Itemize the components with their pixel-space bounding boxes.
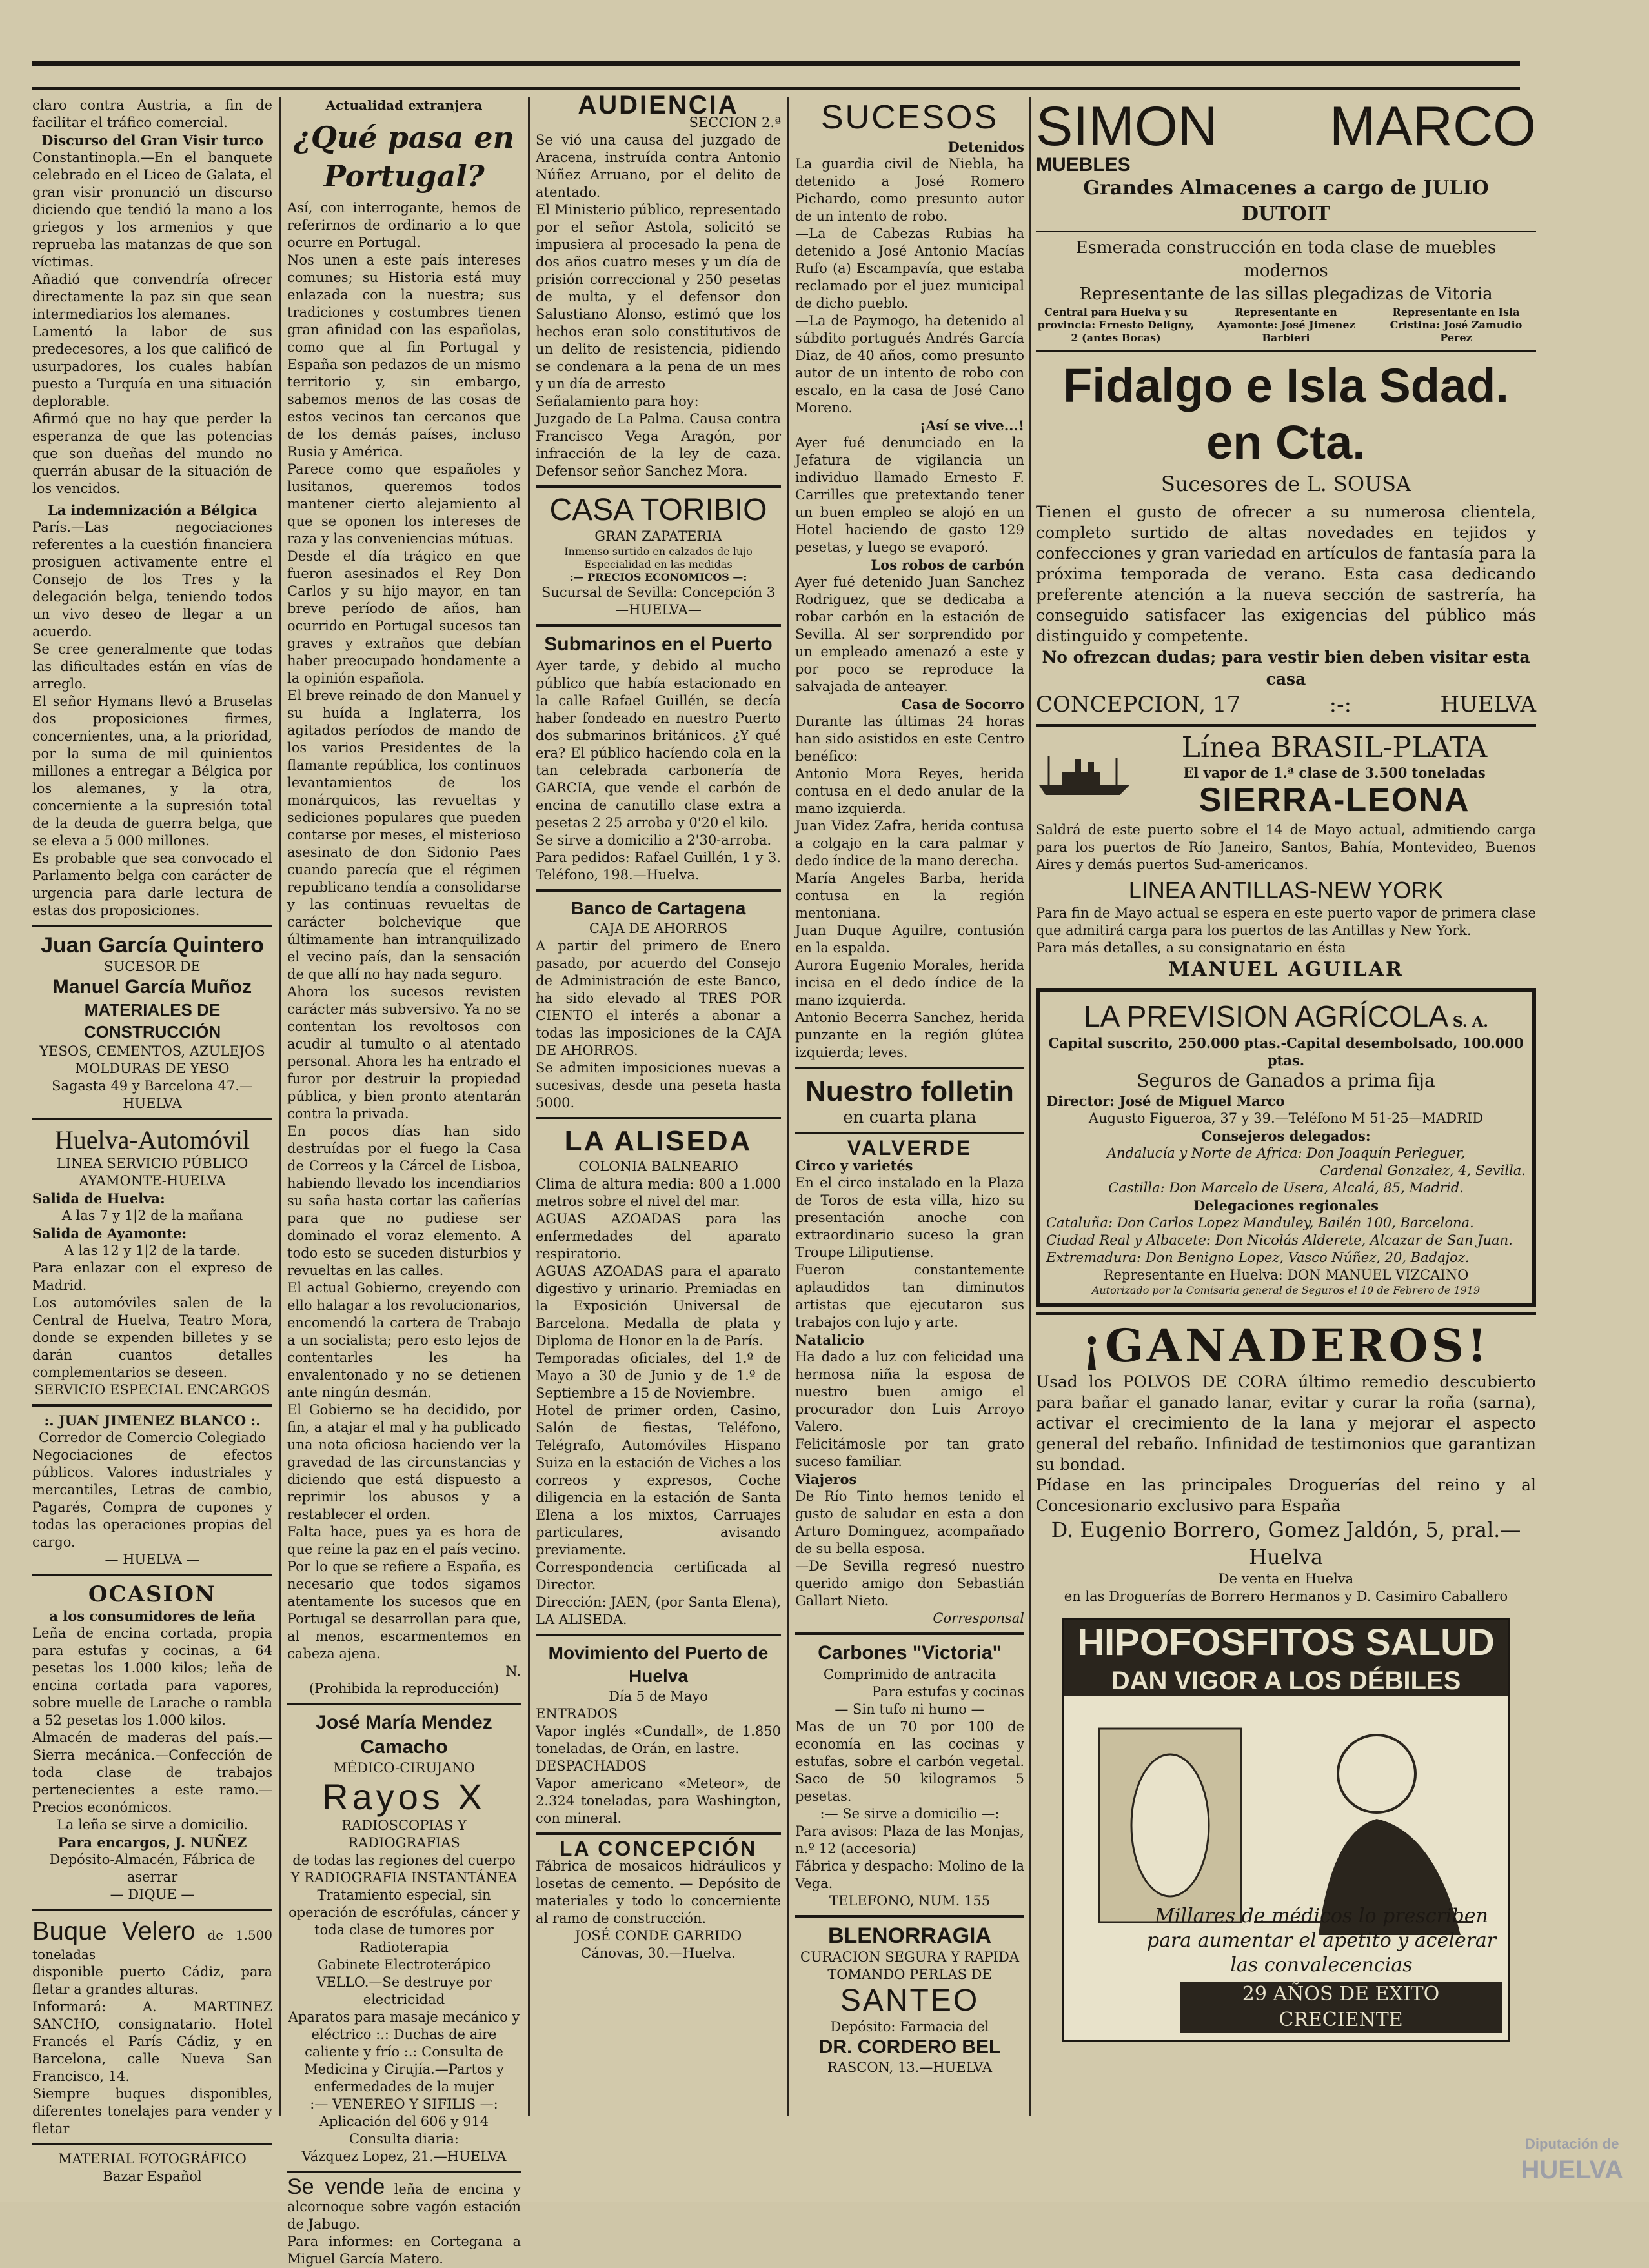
article-text: Desde el día trágico en que fueron asesinados el Rey Don Carlos y su hijo mayor, en tan breve período de años, han ocurrido en Portugal sucesos tan graves y extraños que debían haber preocupado hondamente a la opinión española. bbox=[287, 548, 521, 686]
column-4 bbox=[795, 97, 1024, 2105]
ad-text: Hotel de primer orden, Casino, Salón de fiestas, Teléfono, Telégrafo, Automóviles Hispano Suiza en la estación de Viches a los correos y expresos, Coche diligencia en la estación de Santa Elena a los mixtos, Carruajes particulares, avisando previamente. bbox=[536, 1403, 781, 1558]
ad-text: MOLDURAS DE YESO bbox=[75, 1061, 230, 1076]
section-title: Viajeros bbox=[795, 1471, 857, 1487]
ad-text: Extremadura: Don Benigno Lopez, Vasco Núñez, 20, Badajoz. bbox=[1046, 1250, 1470, 1265]
ad-text: Temporadas oficiales, del 1.º de Mayo a 30 de Junio y de 1.º de Septiembre a 15 de Noviembre. bbox=[536, 1350, 781, 1401]
ad-address: Vázquez Lopez, 21.—HUELVA bbox=[301, 2149, 507, 2164]
ad-text: Negociaciones de efectos públicos. Valores industriales y mercantiles, Letras de cambio, Pagarés, Compra de cupones y todas las operaciones propias del cargo. bbox=[32, 1447, 272, 1550]
ad-fidalgo bbox=[1036, 357, 1536, 719]
column-divider bbox=[279, 97, 281, 2116]
top-rule-2 bbox=[32, 87, 1520, 90]
ad-text: S. A. bbox=[1452, 1014, 1488, 1030]
ad-title: José María Mendez Camacho bbox=[316, 1712, 492, 1758]
article-text: Falta hace, pues ya es hora de que reine la paz en el país vecino. bbox=[287, 1524, 521, 1557]
article-text: María Angeles Barba, herida contusa en la región mentoniana. bbox=[795, 870, 1024, 921]
ad-address: Sagasta 49 y Barcelona 47.—HUELVA bbox=[52, 1078, 253, 1111]
ad-text: MANUEL AGUILAR bbox=[1168, 958, 1404, 981]
article-text: Se cree generalmente que todas las dificultades están en vías de arreglo. bbox=[32, 641, 272, 692]
article-note: (Prohibida la reproducción) bbox=[309, 1681, 500, 1696]
ad-text: YESOS, CEMENTOS, AZULEJOS bbox=[39, 1043, 265, 1059]
article-text: Por lo que se refiere a España, es necesario que todos sigamos atentamente los sucesos que en Portugal se desarrollan para que, al menos, escarmentemos en cabeza ajena. bbox=[287, 1559, 521, 1661]
ad-huelva-automovil bbox=[32, 1125, 272, 1399]
column-divider bbox=[787, 97, 789, 2116]
ad-text: Para más detalles, a su consignatario en ésta bbox=[1036, 940, 1346, 956]
article-signature: N. bbox=[505, 1663, 521, 1679]
top-rule bbox=[32, 61, 1520, 66]
ad-text: Depósito: Farmacia del bbox=[830, 2019, 989, 2034]
ad-text: Correspondencia certificada al Director. bbox=[536, 1560, 781, 1592]
column-1 bbox=[32, 97, 272, 2184]
ad-title: HIPOFOSFITOS SALUD bbox=[1077, 1621, 1495, 1663]
article-text: El actual Gobierno, creyendo con ello halagar a los revolucionarios, encomendó la cartera de Trabajo a un socialista; pero esto lejos de contentarles les ha envalentonado y no se detienen ante ningún desmán. bbox=[287, 1280, 521, 1400]
ad-quintero bbox=[32, 932, 272, 1112]
ad-text: Autorizado por la Comisaria general de Seguros el 10 de Febrero de 1919 bbox=[1091, 1284, 1481, 1296]
section-headline: Nuestro folletin bbox=[805, 1076, 1014, 1107]
ad-text: DR. CORDERO BEL bbox=[818, 2036, 1001, 2058]
ad-text: :-: bbox=[1329, 692, 1352, 718]
ad-text: Salida de Huelva: bbox=[32, 1190, 165, 1207]
article-text: Ha dado a luz con felicidad una hermosa niña la esposa de nuestro buen amigo el procurador don Luis Arroyo Valero. bbox=[795, 1349, 1024, 1434]
ad-title: Juan García Quintero bbox=[41, 933, 264, 958]
ad-text: Saldrá de este puerto sobre el 14 de Mayo actual, admitiendo carga para los puertos de Río Janeiro, Santos, Bahía, Montevideo, Buenos Aires y demás puertos Sud-americanos. bbox=[1036, 822, 1536, 872]
ad-casa-toribio bbox=[536, 493, 781, 619]
steamship-icon bbox=[1036, 753, 1133, 798]
ad-title: MATERIAL FOTOGRÁFICO bbox=[58, 2151, 247, 2167]
ad-text: La leña se sirve a domicilio. bbox=[56, 1817, 248, 1832]
ad-text: Cataluña: Don Carlos Lopez Manduley, Bailén 100, Barcelona. bbox=[1046, 1215, 1474, 1230]
ad-text: Millares de médicos lo prescriben para aumentar el apetito y acelerar las convalecencias bbox=[1146, 1905, 1497, 1976]
ad-mendez-camacho bbox=[287, 1711, 521, 2165]
article-text: Felicitámosle por tan grato suceso familiar. bbox=[795, 1436, 1024, 1469]
ad-simon-marco bbox=[1036, 97, 1536, 345]
section-subtitle: SECCION 2.ª bbox=[689, 115, 781, 130]
ad-text: Capital suscrito, 250.000 ptas.-Capital desembolsado, 100.000 ptas. bbox=[1048, 1035, 1524, 1069]
section-subtitle: Día 5 de Mayo bbox=[609, 1689, 708, 1704]
ad-text: Los automóviles salen de la Central de Huelva, Teatro Mora, donde se expenden billetes y se darán cuantos detalles complementarios se deseen. bbox=[32, 1295, 272, 1380]
ad-text: AGUAS AZOADAS para el aparato digestivo y urinario. Premiadas en la Exposición Universal de Barcelona. Medalla de plata y Diploma de Honor en la de París. bbox=[536, 1263, 781, 1349]
ad-address: RASCON, 13.—HUELVA bbox=[827, 2060, 993, 2075]
ad-text: Informará: A. MARTINEZ SANCHO, consignatario. Hotel Francés el París Cádiz, y en Barcelona, calle Nueva San Francisco, 14. bbox=[32, 1999, 272, 2084]
ad-text: Castilla: Don Marcelo de Usera, Alcalá, 85, Madrid. bbox=[1108, 1180, 1464, 1196]
ad-text: Salida de Ayamonte: bbox=[32, 1225, 187, 1241]
ad-text: 29 AÑOS DE EXITO CRECIENTE bbox=[1180, 1982, 1502, 2033]
ad-jimenez-blanco bbox=[32, 1412, 272, 1569]
ad-text: VELLO.—Se destruye por electricidad bbox=[316, 1974, 492, 2007]
article-text: Ayer tarde, y debido al mucho público que había estacionado en la calle Rafael Guillén, se decía haber fondeado en nuestro Puerto dos submarinos británicos. ¿Y qué era? El público hacíendo cola en la tan celebrada carbonería de GARCIA, que vende el carbón de encina de canutillo clase extra a pesetas 2 25 arroba y 0'20 el kilo. bbox=[536, 658, 781, 830]
ad-text: MÉDICO-CIRUJANO bbox=[333, 1760, 475, 1776]
ad-text: de 1.500 toneladas bbox=[32, 1927, 272, 1962]
article-text: Nos unen a este país intereses comunes; su Historia está muy enlazada con la nuestra; sus tradiciones y costumbres tienen gran afinidad con las españolas, como que al fin Portugal y España son pedazos de un mismo territorio y, sin embargo, sabemos menos de las cosas de estos vecinos tan cercanos que de los demás países, incluso Rusia y América. bbox=[287, 252, 521, 459]
ad-text: :— VENEREO Y SIFILIS —: bbox=[310, 2096, 498, 2112]
ad-text: Clima de altura media: 800 a 1.000 metros sobre el nivel del mar. bbox=[536, 1176, 781, 1209]
article-text: Afirmó que no hay que perder la esperanza de que las potencias que son dueñas del mundo no querrán abusar de la situación de los vencidos. bbox=[32, 411, 272, 496]
ad-headline: SANTEO bbox=[840, 1983, 980, 2018]
section-headline: AUDIENCIA bbox=[578, 91, 739, 119]
ad-text: Comprimido de antracita bbox=[823, 1667, 996, 1682]
ad-address: HUELVA bbox=[1440, 692, 1536, 718]
ad-text: Para informes: en Cortegana a Miguel García Matero. bbox=[287, 2234, 521, 2267]
article-text: Se sirve a domicilio a 2'30-arroba. bbox=[536, 832, 772, 848]
ad-text: Andalucía y Norte de Africa: Don Joaquín Perleguer, bbox=[1106, 1145, 1466, 1161]
ad-address: Augusto Figueroa, 37 y 39.—Teléfono M 51-25—MADRID bbox=[1088, 1110, 1484, 1126]
article-text: Antonio Becerra Sanchez, herida punzante en la región glútea izquierda; leves. bbox=[795, 1010, 1024, 1060]
ad-text: — HUELVA — bbox=[105, 1552, 200, 1567]
ad-text: Siempre buques disponibles, diferentes tonelajes para vender y fletar bbox=[32, 2086, 272, 2136]
article-text: En pocos días han sido destruídas por el fuego la Casa de Correos y la Cárcel de Lisboa, habiendo llevado los incendiarios su saña hasta cortar las cañerías para que no pudiese ser dominado el voraz elemento. A todo esto se suceden disturbios y revueltas en las calles. bbox=[287, 1123, 521, 1278]
section-title: La indemnización a Bélgica bbox=[47, 502, 258, 518]
ad-text: Aplicación del 606 y 914 bbox=[319, 2114, 489, 2129]
ad-text: Inmenso surtido en calzados de lujo bbox=[564, 545, 753, 557]
ad-text: Corredor de Comercio Colegiado bbox=[38, 1430, 267, 1445]
article-text: Constantinopla.—En el banquete celebrado en el Liceo de Galata, el gran visir pronunció un discurso diciendo que tendió la mano a los griegos y los armenios y que reprueba las matanzas de que son víctimas. bbox=[32, 150, 272, 270]
ad-text: Para encargos, J. NUÑEZ bbox=[57, 1834, 247, 1851]
ad-text: A las 7 y 1|2 de la mañana bbox=[61, 1208, 243, 1223]
ad-subtitle: CAJA DE AHORROS bbox=[589, 921, 728, 936]
ad-subtitle: COLONIA BALNEARIO bbox=[578, 1159, 738, 1174]
ad-title: BLENORRAGIA bbox=[827, 1923, 992, 1948]
ad-title: LA ALISEDA bbox=[564, 1125, 753, 1157]
column-divider bbox=[528, 97, 530, 2116]
ad-text: De venta en Huelva bbox=[1218, 1571, 1354, 1587]
ad-subtitle: a los consumidores de leña bbox=[49, 1608, 256, 1624]
ad-text: Depósito-Almacén, Fábrica de aserrar bbox=[49, 1852, 256, 1885]
ad-text: Almacén de maderas del país.—Sierra mecánica.—Confección de toda clase de trabajos pertenecientes a este ramo.—Precios económicos. bbox=[32, 1730, 272, 1815]
ad-text: :— Se sirve a domicilio —: bbox=[820, 1806, 1000, 1821]
section-title: Circo y varietés bbox=[795, 1158, 913, 1174]
ad-address: D. Eugenio Borrero, Gomez Jaldón, 5, pral.—Huelva bbox=[1051, 1518, 1521, 1569]
article-text: Durante las últimas 24 horas han sido asistidos en este Centro benéfico: bbox=[795, 714, 1024, 764]
column-5 bbox=[1036, 97, 1536, 2105]
article-text: La guardia civil de Niebla, ha detenido a José Romero Pichardo, como presunto autor de un intento de robo. bbox=[795, 156, 1024, 224]
article-text: Ayer fué denunciado en la Jefatura de vigilancia un individuo llamado Ernesto F. Carrilles que pretextando tener un buen empleo se alojó en un Hotel haciendo de gasto 129 pesetas, y luego se evaporó. bbox=[795, 435, 1024, 555]
ad-text: Para avisos: Plaza de las Monjas, n.º 12 (accesoria) bbox=[795, 1823, 1024, 1856]
article-text: —De Sevilla regresó nuestro querido amigo don Sebastián Gallart Nieto. bbox=[795, 1558, 1024, 1609]
section-title: Casa de Socorro bbox=[901, 696, 1024, 712]
section-title: ¡Así se vive...! bbox=[919, 417, 1024, 434]
ad-address: Cánovas, 30.—Huelva. bbox=[581, 1945, 736, 1961]
ad-text: :— PRECIOS ECONOMICOS —: bbox=[569, 571, 747, 583]
article-text: Lamentó la labor de sus predecesores, a los que calificó de usurpadores, los cuales habían puesto a Turquía en una situación deplorable. bbox=[32, 324, 272, 409]
ad-text: Se admiten imposiciones nuevas a sucesivas, desde una peseta hasta 5000. bbox=[536, 1060, 781, 1110]
ad-headline: Rayos X bbox=[322, 1776, 486, 1817]
ad-text: Tienen el gusto de ofrecer a su numerosa clientela, completo surtido de altas novedades en tejidos y confecciones y gran variedad en artículos de fantasía para la próxima temporada de verano. Esta casa dedicando preferente atención a la nueva sección de sastrería, ha conseguido satisfacer las exigencias del público más distinguido y competente. bbox=[1036, 503, 1536, 645]
ad-text: SERVICIO ESPECIAL ENCARGOS bbox=[34, 1382, 270, 1398]
section-headline: SUCESOS bbox=[820, 99, 999, 136]
article-text: Así, con interrogante, hemos de referirnos de ordinario a lo que ocurre en Portugal. bbox=[287, 200, 521, 250]
ad-text: Pídase en las principales Droguerías del reino y al Concesionario exclusivo para España bbox=[1036, 1476, 1536, 1515]
ad-ganaderos bbox=[1036, 1320, 1536, 1605]
ad-buque-velero bbox=[32, 1916, 272, 2138]
ad-text: —HUELVA— bbox=[615, 602, 702, 617]
ad-hipofosfitos bbox=[1062, 1618, 1510, 2042]
section-subtitle: en cuarta plana bbox=[843, 1108, 976, 1127]
ad-text: Grandes Almacenes a cargo de JULIO DUTOIT bbox=[1083, 177, 1489, 225]
ad-text: Gabinete Electroterápico bbox=[317, 1957, 491, 1972]
ad-text: Cardenal Gonzalez, 4, Sevilla. bbox=[1320, 1163, 1526, 1178]
article-signature: Corresponsal bbox=[933, 1611, 1024, 1626]
ad-text: Fábrica de mosaicos hidráulicos y losetas de cemento. — Depósito de materiales y todo lo concerniente al ramo de construcción. bbox=[536, 1858, 781, 1926]
ad-text: AGUAS AZOADAS para las enfermedades del aparato respiratorio. bbox=[536, 1211, 781, 1261]
article-text: En el circo instalado en la Plaza de Toros de esta villa, hizo su presentación anoche con extraordinario suceso la gran Troupe Liliputiense. bbox=[795, 1175, 1024, 1260]
ad-text: Aparatos para masaje mecánico y eléctrico :.: Duchas de aire caliente y frío :.: Consulta de Medicina y Cirujía.—Partos y enfermedades de la mujer bbox=[288, 2009, 520, 2094]
article-headline: ¿Qué pasa en Portugal? bbox=[293, 120, 515, 194]
article-text: Parece como que españoles y lusitanos, queremos todos mantener cierto alejamiento al que se oponen los intereses de raza y las conveniencias mútuas. bbox=[287, 461, 521, 547]
ad-text: Representante en Ayamonte: José Jimenez Barbieri bbox=[1217, 306, 1355, 344]
ad-text: SUCESOR DE bbox=[104, 959, 201, 974]
ad-text: Central para Huelva y su provincia: Ernesto Deligny, 2 (antes Bocas) bbox=[1037, 306, 1195, 344]
ad-text: Consejeros delegados: bbox=[1201, 1128, 1371, 1144]
article-text: Se vió una causa del juzgado de Aracena, instruída contra Antonio Núñez Arruano, por el delito de atentado. bbox=[536, 132, 781, 200]
article-kicker: Actualidad extranjera bbox=[325, 97, 483, 113]
library-stamp bbox=[1521, 2131, 1623, 2183]
ad-text: Director: José de Miguel Marco bbox=[1046, 1093, 1285, 1109]
article-text: De Río Tinto hemos tenido el gusto de saludar en esta a don Arturo Dominguez, acompañado de su bella esposa. bbox=[795, 1489, 1024, 1556]
article-headline: Submarinos en el Puerto bbox=[544, 634, 773, 655]
article-text: Fueron constantemente aplaudidos tan diminutos artistas que ejecutaron sus trabajos con lujo y arte. bbox=[795, 1262, 1024, 1330]
column-divider bbox=[1029, 97, 1031, 2116]
article-text: —La de Cabezas Rubias ha detenido a José Antonio Macías Rufo (a) Escampavía, que estaba reclamado por el juez municipal de dicho pueblo. bbox=[795, 226, 1024, 311]
ad-text: Para enlazar con el expreso de Madrid. bbox=[32, 1260, 272, 1293]
ad-title: Fidalgo e Isla Sdad. en Cta. bbox=[1063, 359, 1509, 469]
ad-title: Carbones "Victoria" bbox=[818, 1642, 1002, 1663]
ad-subtitle: MATERIALES DE CONSTRUCCIÓN bbox=[83, 1000, 221, 1041]
ad-text: No ofrezcan dudas; para vestir bien deben visitar esta casa bbox=[1042, 648, 1530, 688]
ad-blenorragia bbox=[795, 1923, 1024, 2076]
article-text: El Gobierno se ha decidido, por fin, a atajar el mal y ha publicado una nota oficiosa haciendo ver la gravedad de las circunstancias y diciendo que está dispuesto a reprimir los abusos y a restablecer el orden. bbox=[287, 1402, 521, 1522]
ad-title: SIMON MARCO bbox=[1036, 95, 1536, 157]
ad-text: Para fin de Mayo actual se espera en este puerto vapor de primera clase que admitirá carga para los puertos de las Antillas y New York. bbox=[1036, 905, 1536, 938]
ad-text: A las 12 y 1|2 de la tarde. bbox=[64, 1243, 241, 1258]
ad-title: LA CONCEPCIÓN bbox=[559, 1837, 758, 1860]
ad-text: TELEFONO, NUM. 155 bbox=[829, 1893, 991, 1909]
column-2 bbox=[287, 97, 521, 2267]
ad-text: leña de encina y alcornoque sobre vagón estación de Jabugo. bbox=[287, 2182, 521, 2232]
ad-subtitle: DAN VIGOR A LOS DÉBILES bbox=[1111, 1667, 1461, 1695]
ad-text: Y RADIOGRAFIA INSTANTÁNEA bbox=[290, 1870, 518, 1885]
ad-text: TOMANDO PERLAS DE bbox=[827, 1967, 992, 1982]
ad-text: en las Droguerías de Borrero Hermanos y D. Casimiro Caballero bbox=[1064, 1589, 1508, 1604]
article-text: El breve reinado de don Manuel y su huída a Inglaterra, los agitados períodos de mando de los varios Presidentes de la flamante república, los continuos levantamientos de los monárquicos, las revueltas y sediciones populares que pueden contarse por meses, el misterioso asesinato de don Sidonio Paes cuando parecía que el régimen republicano tendía a consolidarse y las continuas revueltas de carácter bolchevique que últimamente han intranquilizado el vecino país, dan la sensación de que allí no hay nada seguro. bbox=[287, 688, 521, 982]
ad-text: El vapor de 1.ª clase de 3.500 toneladas bbox=[1183, 765, 1486, 781]
ad-title: OCASION bbox=[88, 1581, 217, 1607]
ad-subtitle: MUEBLES bbox=[1036, 154, 1131, 176]
ad-text: RADIOSCOPIAS Y RADIOGRAFIAS bbox=[341, 1818, 467, 1851]
article-text: ENTRADOS bbox=[536, 1706, 618, 1721]
stamp-text: Diputación de bbox=[1525, 2136, 1619, 2152]
ad-text: AYAMONTE-HUELVA bbox=[79, 1173, 226, 1189]
article-text: Antonio Mora Reyes, herida contusa en el dedo anular de la mano izquierda. bbox=[795, 766, 1024, 816]
ad-title: ¡GANADEROS! bbox=[1082, 1319, 1490, 1372]
ad-text: — Sin tufo ni humo — bbox=[835, 1701, 985, 1717]
illustration-doctor bbox=[1086, 1703, 1486, 1935]
ad-text: Delegaciones regionales bbox=[1193, 1198, 1379, 1214]
ad-text: Esmerada construcción en toda clase de muebles modernos bbox=[1075, 238, 1497, 281]
ad-text: CURACION SEGURA Y RAPIDA bbox=[800, 1949, 1020, 1965]
article-text: Señalamiento para hoy: bbox=[536, 394, 699, 409]
ad-subtitle: Manuel García Muñoz bbox=[52, 976, 252, 998]
ad-text: Ciudad Real y Albacete: Don Nicolás Alderete, Alcazar de San Juan. bbox=[1046, 1232, 1513, 1248]
ad-text: Representante en Isla Cristina: José Zamudio Perez bbox=[1390, 306, 1523, 344]
ad-title: CASA TORIBIO bbox=[549, 493, 767, 527]
article-text: El señor Hymans llevó a Bruselas dos proposiciones firmes, concernientes, una, a la prioridad, por la suma de mil quinientos millones a entregar a Bélgica por los alemanes, y la otra, concerniente a la supresión total de la deuda de guerra belga, que se eleva a 5 000 millones. bbox=[32, 694, 272, 848]
ad-text: Consulta diaria: bbox=[349, 2131, 459, 2147]
ad-title: Se vende bbox=[287, 2174, 385, 2199]
article-text: —La de Paymogo, ha detenido al súbdito portugués Andrés García Diaz, de 40 años, como presunto autor de un intento de robo con escalo, en la casa de José Cano Moreno. bbox=[795, 313, 1024, 416]
ad-linea-brasil bbox=[1036, 732, 1536, 983]
column-3 bbox=[536, 91, 781, 2105]
ad-text: Sucursal de Sevilla: Concepción 3 bbox=[541, 585, 776, 600]
ad-text: Bazar Español bbox=[103, 2169, 202, 2184]
section-headline: VALVERDE bbox=[847, 1136, 973, 1159]
article-text: París.—Las negociaciones referentes a la cuestión financiera prosiguen activamente entre el Consejo de los Tres y la delegación belga, teniendo todos un vivo deseo de llegar a un acuerdo. bbox=[32, 519, 272, 639]
ad-title: Huelva-Automóvil bbox=[54, 1125, 250, 1154]
article-text: Vapor inglés «Cundall», de 1.850 toneladas, de Orán, en lastre. bbox=[536, 1723, 781, 1756]
article-text: Juan Duque Aguilre, contusión en la espalda. bbox=[795, 923, 1024, 956]
ad-se-vende bbox=[287, 2174, 521, 2268]
ad-text: Para estufas y cocinas bbox=[871, 1684, 1024, 1700]
article-text: Ahora los sucesos revisten carácter más subversivo. Ya no se contentan los revoltosos con acudir al tumulto o al atentado personal. Ahora les ha entrado el furor por destruir la propiedad pública, y bien pronto atentarán contra la privada. bbox=[287, 984, 521, 1121]
article-text: claro contra Austria, a fin de facilitar el tráfico comercial. bbox=[32, 97, 272, 130]
article-text: Añadió que convendría ofrecer directamente la paz sin que sean intermediarios los alemanes. bbox=[32, 272, 272, 322]
article-text: Aurora Eugenio Morales, herida incisa en el dedo índice de la mano izquierda. bbox=[795, 958, 1024, 1008]
section-title: Los robos de carbón bbox=[871, 557, 1024, 573]
article-text: Es probable que sea convocado el Parlamento belga con carácter de urgencia para darle lectura de estas dos proposiciones. bbox=[32, 850, 272, 918]
ad-title: LINEA ANTILLAS-NEW YORK bbox=[1128, 877, 1444, 903]
ad-text: disponible puerto Cádiz, para fletar a grandes alturas. bbox=[32, 1964, 272, 1997]
ad-text: Leña de encina cortada, propia para estufas y cocinas, a 64 pesetas los 1.000 kilos; leña de encina cortada para vapores, sobre muelle de Larache o rambla a 52 pesetas los 1.000 kilos. bbox=[32, 1625, 272, 1728]
ad-title: Buque Velero bbox=[32, 1917, 196, 1945]
article-text: Juan Videz Zafra, herida contusa a colgajo en la cara palmar y dedo índice de la mano derecha. bbox=[795, 818, 1024, 868]
ad-text: Usad los POLVOS DE CORA último remedio descubierto para bañar el ganado lanar, evitar y curar la roña (sarna), activar el crecimiento de la lana y mejorar el aspecto general del rebaño. Infinidad de testimonios que garantizan su bondad. bbox=[1036, 1372, 1536, 1474]
article-text: Ayer fué detenido Juan Sanchez Rodriguez, que se dedicaba a robar carbón en la estación de Sevilla. Al ser sorprendido por un empleado amenazó a este y por poco se reproduce la salvajada de anteayer. bbox=[795, 574, 1024, 694]
ad-title: Banco de Cartagena bbox=[571, 898, 746, 918]
section-title: Detenidos bbox=[947, 139, 1024, 155]
article-text: Para pedidos: Rafael Guillén, 1 y 3. Teléfono, 198.—Huelva. bbox=[536, 850, 781, 883]
ad-title: LA PREVISION AGRÍCOLA bbox=[1084, 999, 1449, 1033]
ad-text: Tratamiento especial, sin operación de escrófulas, cáncer y toda clase de tumores por Radioterapia bbox=[288, 1887, 520, 1955]
ad-title: :. JUAN JIMENEZ BLANCO :. bbox=[44, 1412, 261, 1429]
stamp-text: HUELVA bbox=[1521, 2156, 1623, 2184]
ad-headline: SIERRA-LEONA bbox=[1199, 781, 1470, 819]
ad-title: Línea BRASIL-PLATA bbox=[1181, 731, 1488, 764]
section-headline: Movimiento del Puerto de Huelva bbox=[548, 1643, 769, 1686]
ad-text: Dirección: JAEN, (por Santa Elena), LA ALISEDA. bbox=[536, 1594, 781, 1627]
ad-subtitle: Sucesores de L. SOUSA bbox=[1160, 472, 1411, 496]
ad-ocasion bbox=[32, 1581, 272, 1903]
article-text: Juzgado de La Palma. Causa contra Francisco Vega Aragón, por infracción de la ley de caza. Defensor señor Sanchez Mora. bbox=[536, 411, 781, 479]
ad-text: Representante en Huelva: DON MANUEL VIZCAINO bbox=[1103, 1267, 1469, 1283]
ad-address: CONCEPCION, 17 bbox=[1036, 692, 1241, 718]
ad-text: Fábrica y despacho: Molino de la Vega. bbox=[795, 1858, 1024, 1891]
article-text: DESPACHADOS bbox=[536, 1758, 647, 1774]
ad-text: — DIQUE — bbox=[110, 1887, 195, 1902]
article-text: Vapor americano «Meteor», de 2.324 toneladas, para Washington, con mineral. bbox=[536, 1776, 781, 1826]
ad-text: Mas de un 70 por 100 de economía en las cocinas y estufas, sobre el carbón vegetal. Saco de 50 kilogramos 5 pesetas. bbox=[795, 1719, 1024, 1804]
section-title: Natalicio bbox=[795, 1332, 864, 1348]
section-title: Discurso del Gran Visir turco bbox=[41, 132, 263, 148]
ad-text: Representante de las sillas plegadizas de Vitoria bbox=[1079, 285, 1493, 304]
ad-subtitle: Seguros de Ganados a prima fija bbox=[1137, 1070, 1435, 1091]
ad-text: LINEA SERVICIO PÚBLICO bbox=[56, 1156, 248, 1171]
ad-subtitle: GRAN ZAPATERIA bbox=[594, 528, 722, 544]
ad-prevision-agricola bbox=[1036, 988, 1536, 1307]
ad-text: A partir del primero de Enero pasado, por acuerdo del Consejo de Administración de este Banco, ha sido elevado al TRES POR CIENTO el interés a abonar a todas las imposiciones de la CAJA DE AHORROS. bbox=[536, 938, 781, 1058]
ad-text: Especialidad en las medidas bbox=[584, 558, 733, 570]
ad-text: de todas las regiones del cuerpo bbox=[292, 1852, 516, 1868]
ad-text: JOSÉ CONDE GARRIDO bbox=[574, 1928, 742, 1943]
article-text: El Ministerio público, representado por el señor Astola, solicitó se impusiera al procesado la pena de dos años cuatro meses y un día de prisión correccional y 250 pesetas de multa, y el defensor don Salustiano Alonso, estimó que los hechos eran solo constitutivos de un delito de resistencia, pidiendo se condenara a la pena de un mes y un día de arresto bbox=[536, 202, 781, 392]
